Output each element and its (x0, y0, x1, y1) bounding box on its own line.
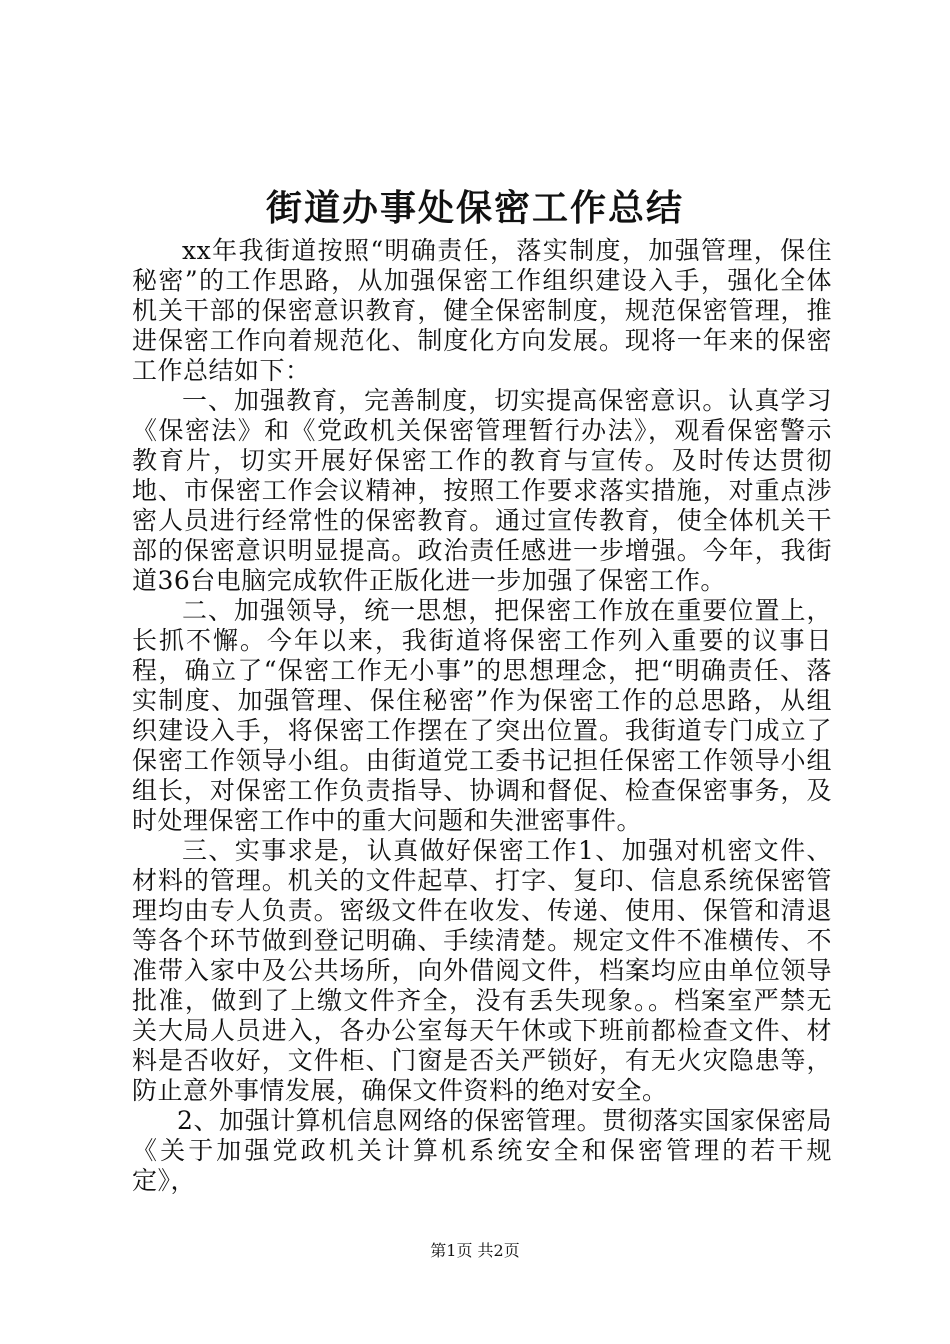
document-title: 街道办事处保密工作总结 (265, 187, 684, 229)
paragraph-section-2: 二、加强领导，统一思想，把保密工作放在重要位置上，长抓不懈。今年以来，我街道将保密工作列入重要的议事日程，确立了“保密工作无小事”的思想理念，把“明确责任、落实制度、加强管理、保住秘密”作为保密工作的总思路，从组织建设入手，将保密工作摆在了突出位置。我街道专门成立了保密工作领导小组。由街道党工委书记担任保密工作领导小组组长，对保密工作负责指导、协调和督促、检查保密事务，及时处理保密工作中的重大问题和失泄密事件。 (132, 596, 832, 835)
document-body (132, 236, 832, 1196)
paragraph-section-3-item-2: 2、加强计算机信息网络的保密管理。贯彻落实国家保密局《关于加强党政机关计算机系统安全和保密管理的若干规定》， (132, 1106, 832, 1195)
paragraph-intro: xx年我街道按照“明确责任，落实制度，加强管理，保住秘密”的工作思路，从加强保密工作组织建设入手，强化全体机关干部的保密意识教育，健全保密制度，规范保密管理，推进保密工作向着规范化、制度化方向发展。现将一年来的保密工作总结如下： (132, 236, 832, 385)
paragraph-section-3: 三、实事求是，认真做好保密工作1、加强对机密文件、材料的管理。机关的文件起草、打字、复印、信息系统保密管理均由专人负责。密级文件在收发、传递、使用、保管和清退等各个环节做到登记明确、手续清楚。规定文件不准横传、不准带入家中及公共场所，向外借阅文件，档案均应由单位领导批准，做到了上缴文件齐全，没有丢失现象。。档案室严禁无关大局人员进入，各办公室每天午休或下班前都检查文件、材料是否收好，文件柜、门窗是否关严锁好，有无火灾隐患等，防止意外事情发展，确保文件资料的绝对安全。 (132, 836, 832, 1105)
paragraph-section-1: 一、加强教育，完善制度，切实提高保密意识。认真学习《保密法》和《党政机关保密管理暂行办法》，观看保密警示教育片，切实开展好保密工作的教育与宣传。及时传达贯彻地、市保密工作会议精神，按照工作要求落实措施，对重点涉密人员进行经常性的保密教育。通过宣传教育，使全体机关干部的保密意识明显提高。政治责任感进一步增强。今年，我街道36台电脑完成软件正版化进一步加强了保密工作。 (132, 386, 832, 595)
page-number-footer: 第1页 共2页 (430, 1241, 520, 1260)
